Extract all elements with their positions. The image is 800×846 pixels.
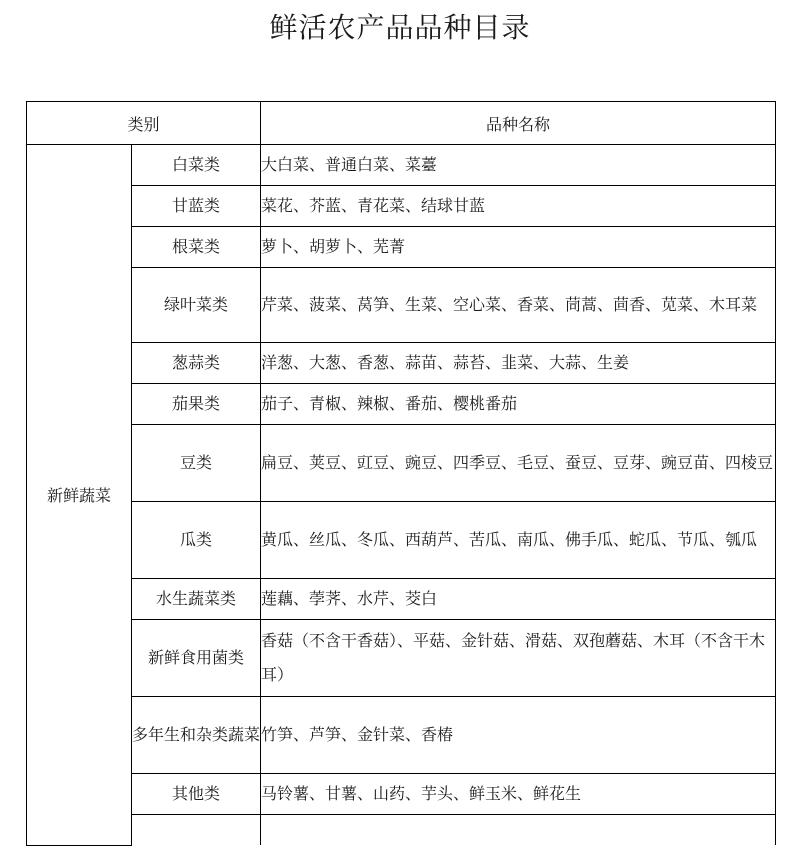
table-row — [27, 384, 776, 425]
table-row — [27, 579, 776, 620]
variety-cell: 竹笋、芦笋、金针菜、香椿 — [261, 697, 776, 774]
table-row — [27, 425, 776, 502]
page-title: 鲜活农产品品种目录 — [269, 11, 531, 44]
table-row — [27, 145, 776, 186]
table-row — [27, 620, 776, 697]
variety-cell: 洋葱、大葱、香葱、蒜苗、蒜苔、韭菜、大蒜、生姜 — [261, 343, 776, 384]
table-header-row — [27, 102, 776, 145]
variety-cell: 菜花、芥蓝、青花菜、结球甘蓝 — [261, 186, 776, 227]
variety-table — [26, 101, 776, 846]
table-row — [27, 343, 776, 384]
variety-cell: 黄瓜、丝瓜、冬瓜、西葫芦、苦瓜、南瓜、佛手瓜、蛇瓜、节瓜、瓠瓜 — [261, 502, 776, 579]
subcategory-cell: 多年生和杂类蔬菜 — [132, 697, 261, 774]
subcategory-cell-empty — [132, 815, 261, 846]
subcategory-cell: 豆类 — [132, 425, 261, 502]
subcategory-cell: 茄果类 — [132, 384, 261, 425]
variety-cell: 萝卜、胡萝卜、芜菁 — [261, 227, 776, 268]
subcategory-cell: 白菜类 — [132, 145, 261, 186]
header-variety: 品种名称 — [261, 102, 776, 145]
variety-cell: 大白菜、普通白菜、菜薹 — [261, 145, 776, 186]
variety-cell-empty — [261, 815, 776, 846]
subcategory-cell: 新鲜食用菌类 — [132, 620, 261, 697]
subcategory-cell: 葱蒜类 — [132, 343, 261, 384]
variety-cell: 香菇（不含干香菇）、平菇、金针菇、滑菇、双孢蘑菇、木耳（不含干木耳） — [261, 620, 776, 697]
table-row — [27, 697, 776, 774]
subcategory-cell: 水生蔬菜类 — [132, 579, 261, 620]
table-row — [27, 186, 776, 227]
variety-cell: 扁豆、荚豆、豇豆、豌豆、四季豆、毛豆、蚕豆、豆芽、豌豆苗、四棱豆 — [261, 425, 776, 502]
subcategory-cell: 甘蓝类 — [132, 186, 261, 227]
subcategory-cell: 瓜类 — [132, 502, 261, 579]
table-row — [27, 268, 776, 343]
subcategory-cell: 根菜类 — [132, 227, 261, 268]
table-row — [27, 774, 776, 815]
subcategory-cell: 绿叶菜类 — [132, 268, 261, 343]
variety-cell: 芹菜、菠菜、莴笋、生菜、空心菜、香菜、茼蒿、茴香、苋菜、木耳菜 — [261, 268, 776, 343]
variety-cell: 茄子、青椒、辣椒、番茄、樱桃番茄 — [261, 384, 776, 425]
subcategory-cell: 其他类 — [132, 774, 261, 815]
header-category: 类别 — [27, 102, 261, 145]
table-row — [27, 502, 776, 579]
table-row — [27, 227, 776, 268]
variety-cell: 莲藕、荸荠、水芹、茭白 — [261, 579, 776, 620]
table-row-partial — [27, 815, 776, 846]
category-cell: 新鲜蔬菜 — [27, 145, 132, 846]
variety-cell: 马铃薯、甘薯、山药、芋头、鲜玉米、鲜花生 — [261, 774, 776, 815]
